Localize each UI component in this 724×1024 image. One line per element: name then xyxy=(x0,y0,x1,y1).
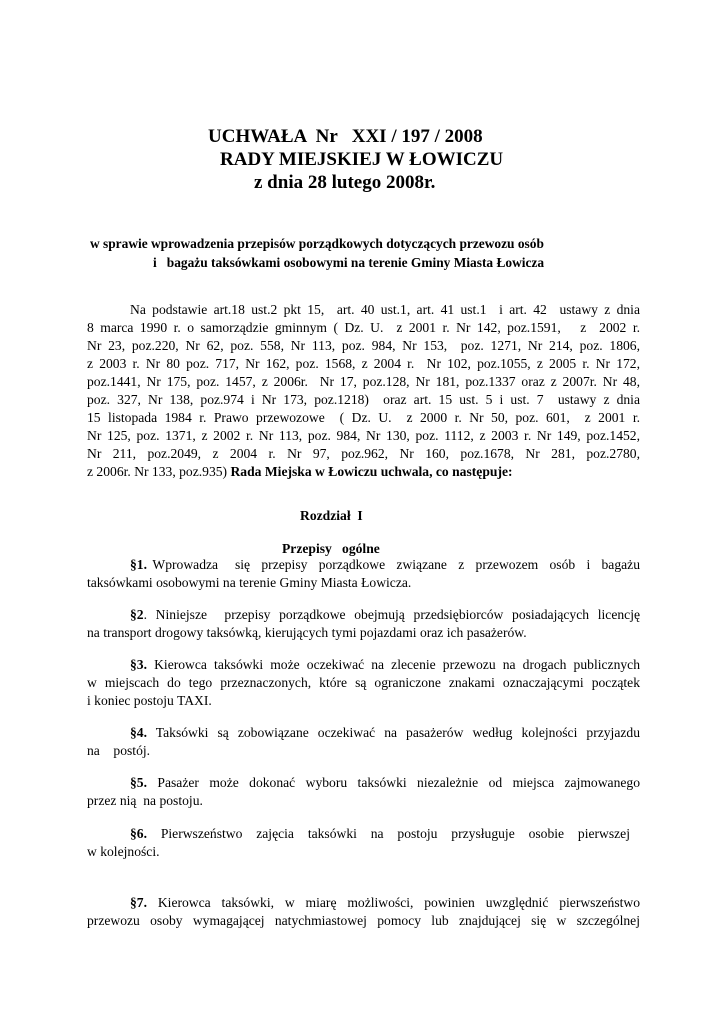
section-3-line-3: i koniec postoju TAXI. xyxy=(87,693,212,708)
section-number: §1. xyxy=(130,557,147,572)
preamble-line: 15 listopada 1984 r. Prawo przewozowe ( Dz. U. z 2000 r. Nr 50, poz. 601, z 2001 r. xyxy=(87,410,640,425)
chapter-title: Rozdział I xyxy=(300,508,363,523)
subject-line-2: i bagażu taksówkami osobowymi na terenie Gminy Miasta Łowicza xyxy=(153,255,545,270)
council-name: RADY MIEJSKIEJ W ŁOWICZU xyxy=(220,149,504,170)
resolution-date: z dnia 28 lutego 2008r. xyxy=(254,172,436,193)
chapter-heading: Przepisy ogólne xyxy=(282,541,380,556)
preamble-last-line xyxy=(87,464,513,480)
section-3-line-2: w miejscach do tego przeznaczonych, które są ograniczone znakami oznaczającymi początek xyxy=(87,675,640,690)
section-number: §4. xyxy=(130,725,147,740)
preamble-citation-end: z 2006r. Nr 133, poz.935) xyxy=(87,464,231,479)
section-1-line-1: §1. Wprowadza się przepisy porządkowe związane z przewozem osób i bagażu xyxy=(130,557,640,572)
section-3-line-1: §3. Kierowca taksówki może oczekiwać na zlecenie przewozu na drogach publicznych xyxy=(130,657,640,672)
preamble-line: Na podstawie art.18 ust.2 pkt 15, art. 40 ust.1, art. 41 ust.1 i art. 42 ustawy z dnia xyxy=(130,302,640,317)
section-2-line-1: §2. Niniejsze przepisy porządkowe obejmują przedsiębiorców posiadających licencję xyxy=(130,607,640,622)
preamble-line: Nr 23, poz.220, Nr 62, poz. 558, Nr 113, poz. 984, Nr 153, poz. 1271, Nr 214, poz. 1806, xyxy=(87,338,640,353)
section-1-line-2: taksówkami osobowymi na terenie Gminy Miasta Łowicza. xyxy=(87,575,412,590)
preamble-line: poz. 327, Nr 138, poz.974 i Nr 173, poz.1218) oraz art. 15 ust. 5 i ust. 7 ustawy z dnia xyxy=(87,392,640,407)
resolution-number: UCHWAŁA Nr XXI / 197 / 2008 xyxy=(208,126,483,147)
section-6-line-2: w kolejności. xyxy=(87,844,160,859)
section-4-line-1: §4. Taksówki są zobowiązane oczekiwać na pasażerów według kolejności przyjazdu xyxy=(130,725,640,740)
section-5-line-2: przez nią na postoju. xyxy=(87,793,203,808)
section-2-line-2: na transport drogowy taksówką, kierujących tymi pojazdami oraz ich pasażerów. xyxy=(87,625,527,640)
section-number: §7. xyxy=(130,895,147,910)
preamble-line: Nr 211, poz.2049, z 2004 r. Nr 97, poz.962, Nr 160, poz.1678, Nr 281, poz.2780, xyxy=(87,446,640,461)
section-4-line-2: na postój. xyxy=(87,743,151,758)
section-6-line-1: §6. Pierwszeństwo zajęcia taksówki na postoju przysługuje osobie pierwszej xyxy=(130,826,630,841)
section-7-line-1: §7. Kierowca taksówki, w miarę możliwości, powinien uwzględnić pierwszeństwo xyxy=(130,895,640,910)
preamble-line: poz.1441, Nr 175, poz. 1457, z 2006r. Nr 17, poz.128, Nr 181, poz.1337 oraz z 2007r. Nr 48, xyxy=(87,374,640,389)
section-number: §5. xyxy=(130,775,147,790)
section-7-line-2: przewozu osoby wymagającej natychmiastowej pomocy lub znajdującej się w szczególnej xyxy=(87,913,640,928)
section-number: §6. xyxy=(130,826,147,841)
subject-line-1: w sprawie wprowadzenia przepisów porządkowych dotyczących przewozu osób xyxy=(90,236,544,251)
preamble-line: 8 marca 1990 r. o samorządzie gminnym ( Dz. U. z 2001 r. Nr 142, poz.1591, z 2002 r. xyxy=(87,320,640,335)
section-number: §2 xyxy=(130,607,144,622)
preamble-line: z 2003 r. Nr 80 poz. 717, Nr 162, poz. 1568, z 2004 r. Nr 102, poz.1055, z 2005 r. Nr 172, xyxy=(87,356,640,371)
council-resolves: Rada Miejska w Łowiczu uchwala, co następuje: xyxy=(230,464,513,479)
section-5-line-1: §5. Pasażer może dokonać wyboru taksówki niezależnie od miejsca zajmowanego xyxy=(130,775,640,790)
section-number: §3. xyxy=(130,657,147,672)
preamble-line: Nr 125, poz. 1371, z 2002 r. Nr 113, poz. 984, Nr 130, poz. 1112, z 2003 r. Nr 149, poz.1452, xyxy=(87,428,640,443)
